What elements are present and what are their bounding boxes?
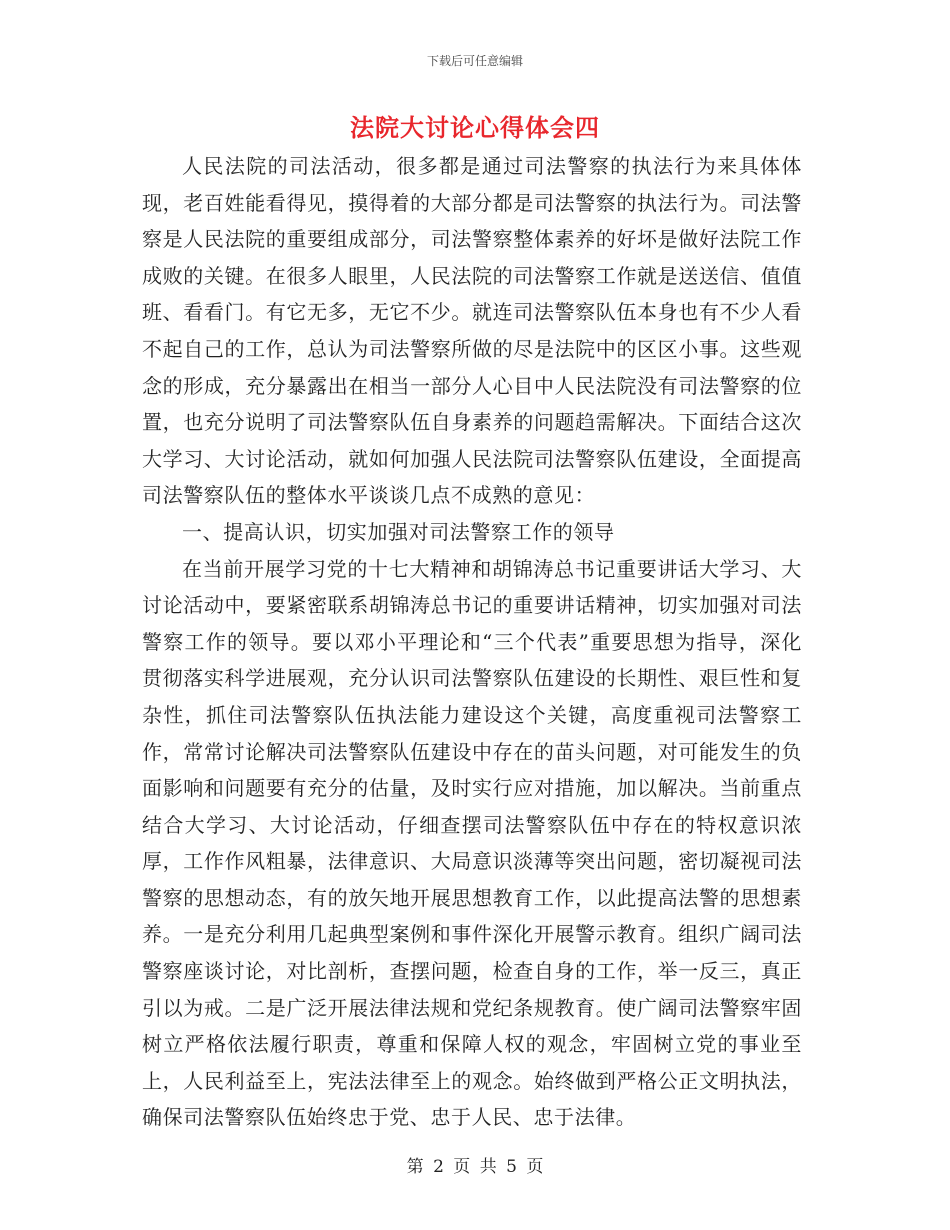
body-paragraph: 人民法院的司法活动，很多都是通过司法警察的执法行为来具体体现，老百姓能看得见，摸得着的大部分都是司法警察的执法行为。司法警察是人民法院的重要组成部分，司法警察整体素养的好坏是做好法院工作成败的关键。在很多人眼里，人民法院的司法警察工作就是送送信、值值班、看看门。有它无多，无它不少。就连司法警察队伍本身也有不少人看不起自己的工作，总认为司法警察所做的尽是法院中的区区小事。这些观念的形成，充分暴露出在相当一部分人心目中人民法院没有司法警察的位置，也充分说明了司法警察队伍自身素养的问题趋需解决。下面结合这次大学习、大讨论活动，就如何加强人民法院司法警察队伍建设，全面提高司法警察队伍的整体水平谈谈几点不成熟的意见： xyxy=(142,154,802,508)
document-title: 法院大讨论心得体会四 xyxy=(350,113,600,142)
page-header-note: 下载后可任意编辑 xyxy=(426,54,523,68)
document-body xyxy=(142,148,802,1136)
body-paragraph: 在当前开展学习党的十七大精神和胡锦涛总书记重要讲话大学习、大讨论活动中，要紧密联系胡锦涛总书记的重要讲话精神，切实加强对司法警察工作的领导。要以邓小平理论和“三个代表”重要思想为指导，深化贯彻落实科学进展观，充分认识司法警察队伍建设的长期性、艰巨性和复杂性，抓住司法警察队伍执法能力建设这个关键，高度重视司法警察工作，常常讨论解决司法警察队伍建设中存在的苗头问题，对可能发生的负面影响和问题要有充分的估量，及时实行应对措施，加以解决。当前重点结合大学习、大讨论活动，仔细查摆司法警察队伍中存在的特权意识浓厚，工作作风粗暴，法律意识、大局意识淡薄等突出问题，密切凝视司法警察的思想动态，有的放矢地开展思想教育工作，以此提高法警的思想素养。一是充分利用几起典型案例和事件深化开展警示教育。组织广阔司法警察座谈讨论，对比剖析，查摆问题，检查自身的工作，举一反三，真正引以为戒。二是广泛开展法律法规和党纪条规教育。使广阔司法警察牢固树立严格依法履行职责，尊重和保障人权的观念，牢固树立党的事业至上，人民利益至上，宪法法律至上的观念。始终做到严格公正文明执法，确保司法警察队伍始终忠于党、忠于人民、忠于法律。 xyxy=(142,556,802,1130)
section-heading: 一、提高认识，切实加强对司法警察工作的领导 xyxy=(182,519,615,544)
page-number: 第 2 页 共 5 页 xyxy=(406,1157,544,1177)
